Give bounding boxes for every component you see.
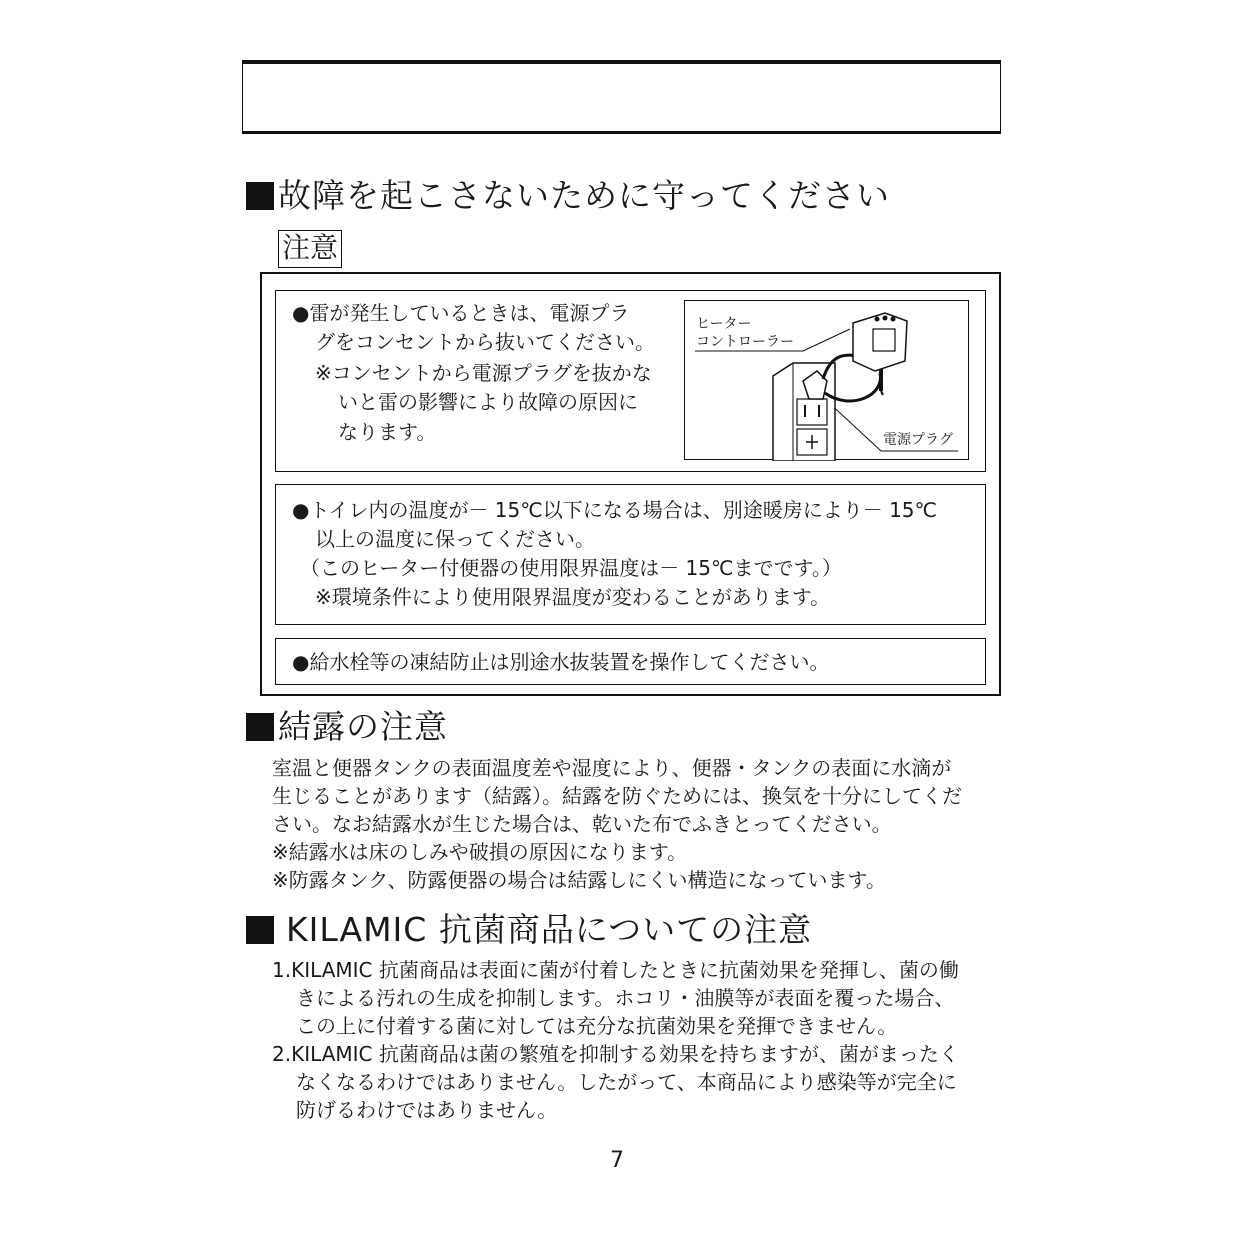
illustration-label-plug: 電源プラグ bbox=[883, 432, 953, 448]
temperature-line-3: （このヒーター付便器の使用限界温度は－ 15℃までです。） bbox=[300, 556, 842, 580]
freeze-line-1: ●給水栓等の凍結防止は別途水抜装置を操作してください。 bbox=[292, 650, 830, 674]
condensation-line-1: 室温と便器タンクの表面温度差や湿度により、便器・タンクの表面に水滴が bbox=[272, 756, 952, 780]
kilamic-line-1: 1.KILAMIC 抗菌商品は表面に菌が付着したときに抗菌効果を発揮し、菌の働 bbox=[272, 958, 959, 982]
kilamic-line-3: この上に付着する菌に対しては充分な抗菌効果を発揮できません。 bbox=[296, 1014, 898, 1038]
lightning-line-4: いと雷の影響により故障の原因に bbox=[338, 390, 638, 414]
condensation-line-5: ※防露タンク、防露便器の場合は結露しにくい構造になっています。 bbox=[272, 868, 886, 892]
lightning-line-2: グをコンセントから抜いてください。 bbox=[315, 330, 655, 354]
lightning-line-1: ●雷が発生しているときは、電源プラ bbox=[292, 301, 630, 325]
heater-controller-illustration bbox=[684, 300, 969, 460]
section2-heading: 結露の注意 bbox=[246, 707, 448, 747]
kilamic-line-5: なくなるわけではありません。したがって、本商品により感染等が完全に bbox=[296, 1070, 957, 1094]
lightning-line-3: ※コンセントから電源プラグを抜かな bbox=[315, 361, 652, 385]
section1-heading: 故障を起こさないために守ってください bbox=[246, 176, 890, 216]
illustration-label-heater: ヒーター bbox=[696, 316, 752, 332]
outlet-plug-drawing bbox=[685, 301, 970, 461]
condensation-line-3: さい。なお結露水が生じた場合は、乾いた布でふきとってください。 bbox=[272, 812, 892, 836]
kilamic-line-4: 2.KILAMIC 抗菌商品は菌の繁殖を抑制する効果を持ちますが、菌がまったく bbox=[272, 1042, 959, 1066]
temperature-line-4: ※環境条件により使用限界温度が変わることがあります。 bbox=[315, 585, 831, 609]
illustration-label-controller: コントローラー bbox=[696, 334, 794, 350]
section3-heading: KILAMIC 抗菌商品についての注意 bbox=[246, 910, 812, 950]
square-bullet-icon bbox=[246, 182, 274, 210]
kilamic-line-6: 防げるわけではありません。 bbox=[296, 1098, 558, 1122]
page-number: 7 bbox=[610, 1148, 624, 1173]
condensation-line-4: ※結露水は床のしみや破損の原因になります。 bbox=[272, 840, 688, 864]
condensation-line-2: 生じることがあります（結露）。結露を防ぐためには、換気を十分にしてくだ bbox=[272, 784, 962, 808]
caution-label: 注意 bbox=[278, 230, 342, 268]
square-bullet-icon bbox=[246, 916, 274, 944]
lightning-line-5: なります。 bbox=[338, 420, 437, 444]
square-bullet-icon bbox=[246, 713, 274, 741]
temperature-line-1: ●トイレ内の温度が－ 15℃以下になる場合は、別途暖房により－ 15℃ bbox=[292, 498, 937, 522]
temperature-line-2: 以上の温度に保ってください。 bbox=[315, 527, 595, 551]
header-bar bbox=[242, 60, 1001, 134]
kilamic-line-2: きによる汚れの生成を抑制します。ホコリ・油膜等が表面を覆った場合、 bbox=[296, 986, 955, 1010]
